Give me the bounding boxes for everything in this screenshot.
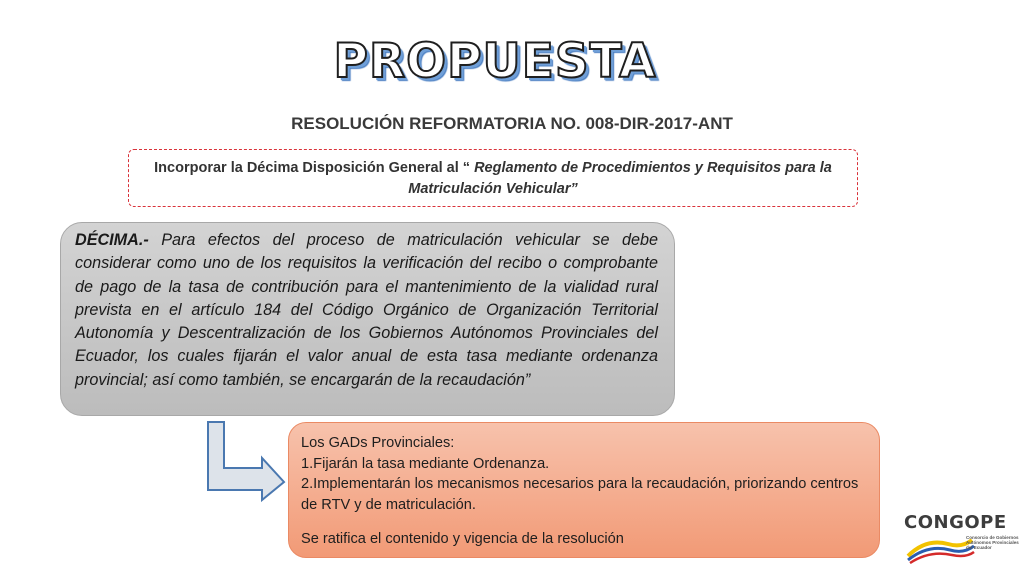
gads-item-2: 2.Implementarán los mecanismos necesarios para la recaudación, priorizando centros de RTV y de matriculación. (301, 476, 859, 513)
slide-subtitle: RESOLUCIÓN REFORMATORIA NO. 008-DIR-2017-ANT (291, 114, 733, 133)
gads-box (288, 422, 880, 558)
gads-heading: Los GADs Provinciales: (301, 435, 455, 451)
instruction-box (128, 149, 858, 207)
logo-tagline: Consorcio de Gobiernos Autónomos Provinciales del Ecuador (966, 535, 1019, 550)
decima-label: DÉCIMA.- (75, 231, 149, 249)
gads-closing: Se ratifica el contenido y vigencia de la resolución (301, 531, 624, 547)
bent-arrow-icon (200, 420, 286, 504)
decima-box (60, 222, 675, 416)
logo-name: CONGOPE (904, 512, 1007, 533)
congope-logo (904, 512, 1019, 564)
slide-title: PROPUESTA (333, 34, 657, 89)
instruction-prefix: Incorporar la Décima Disposición General al “ (154, 160, 475, 176)
gads-item-1: 1.Fijarán la tasa mediante Ordenanza. (301, 455, 550, 472)
decima-text: Para efectos del proceso de matriculación vehicular se debe considerar como uno de los requisitos la verificación del recibo o comprobante de pago de la tasa de contribución para el mantenimiento de la vialidad rural prevista en el artículo 184 del Código Orgánico de Organización Territorial Autonomía y Descentralización de los Gobiernos Autónomos Provinciales del Ecuador, los cuales fijarán el valor anual de esta tasa mediante ordenanza provincial; así como también, se encargarán de la recaudación” (75, 231, 658, 389)
instruction-italic: Reglamento de Procedimientos y Requisitos para la Matriculación Vehicular” (408, 160, 832, 197)
